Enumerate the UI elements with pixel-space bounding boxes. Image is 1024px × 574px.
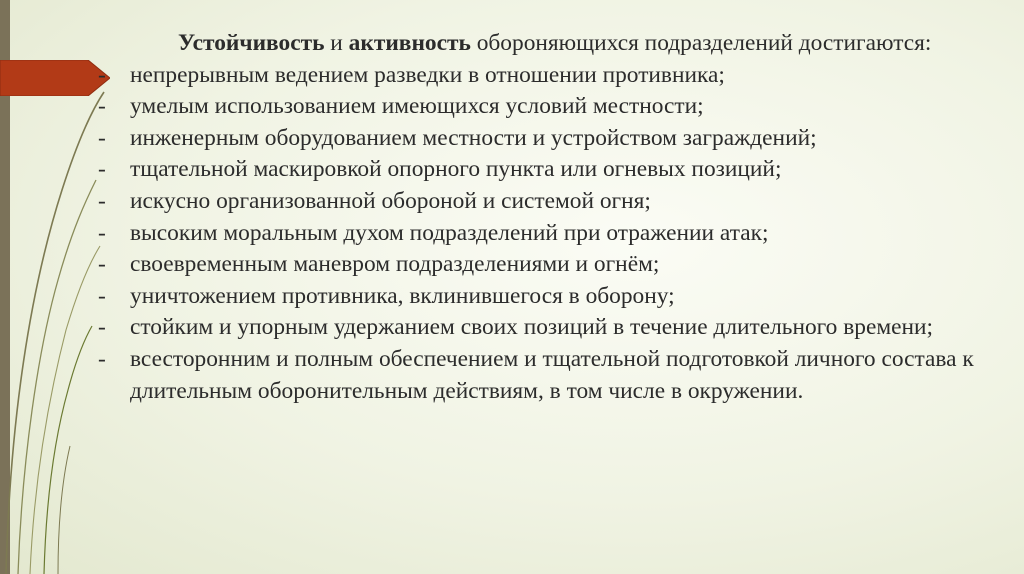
- intro-bold-activity: активность: [348, 30, 471, 56]
- list-dash: -: [98, 187, 106, 214]
- slide-content: [98, 28, 1008, 407]
- list-dash: -: [98, 61, 106, 88]
- list-item-text: стойким и упорным удержанием своих позиций в течение длительного времени;: [130, 314, 934, 341]
- list-item-text: искусно организованной обороной и системой огня;: [130, 187, 651, 214]
- conditions-list: [98, 60, 1008, 408]
- list-item: [98, 249, 1008, 281]
- intro-paragraph: [98, 28, 1008, 60]
- list-item: [98, 60, 1008, 92]
- intro-bold-stability: Устойчивость: [178, 30, 325, 56]
- list-item-text: непрерывным ведением разведки в отношении противника;: [130, 61, 725, 88]
- list-item-text: уничтожением противника, вклинившегося в оборону;: [130, 282, 675, 309]
- list-item: [98, 281, 1008, 313]
- list-dash: -: [98, 93, 106, 120]
- intro-conjunction: и: [324, 30, 349, 56]
- list-item-text: высоким моральным духом подразделений при отражении атак;: [130, 219, 769, 246]
- list-item: [98, 186, 1008, 218]
- list-item-text: своевременным маневром подразделениями и огнём;: [130, 251, 660, 278]
- list-dash: -: [98, 251, 106, 278]
- list-dash: -: [98, 156, 106, 183]
- accent-arrow-banner: [0, 60, 110, 96]
- list-item-text: умелым использованием имеющихся условий местности;: [130, 93, 704, 120]
- list-item: [98, 344, 1008, 407]
- list-dash: -: [98, 314, 106, 341]
- list-item-text: инженерным оборудованием местности и устройством заграждений;: [130, 124, 817, 151]
- list-item: [98, 218, 1008, 250]
- intro-rest: обороняющихся подразделений достигаются:: [470, 30, 932, 56]
- list-item: [98, 154, 1008, 186]
- list-item: [98, 312, 1008, 344]
- list-item: [98, 123, 1008, 155]
- list-dash: -: [98, 219, 106, 246]
- list-item-text: тщательной маскировкой опорного пункта или огневых позиций;: [130, 156, 782, 183]
- list-item-text: всесторонним и полным обеспечением и тщательной подготовкой личного состава к длительным оборонительным действиям, в том числе в окружении.: [130, 345, 974, 404]
- list-dash: -: [98, 124, 106, 151]
- list-dash: -: [98, 282, 106, 309]
- list-item: [98, 91, 1008, 123]
- list-dash: -: [98, 345, 106, 372]
